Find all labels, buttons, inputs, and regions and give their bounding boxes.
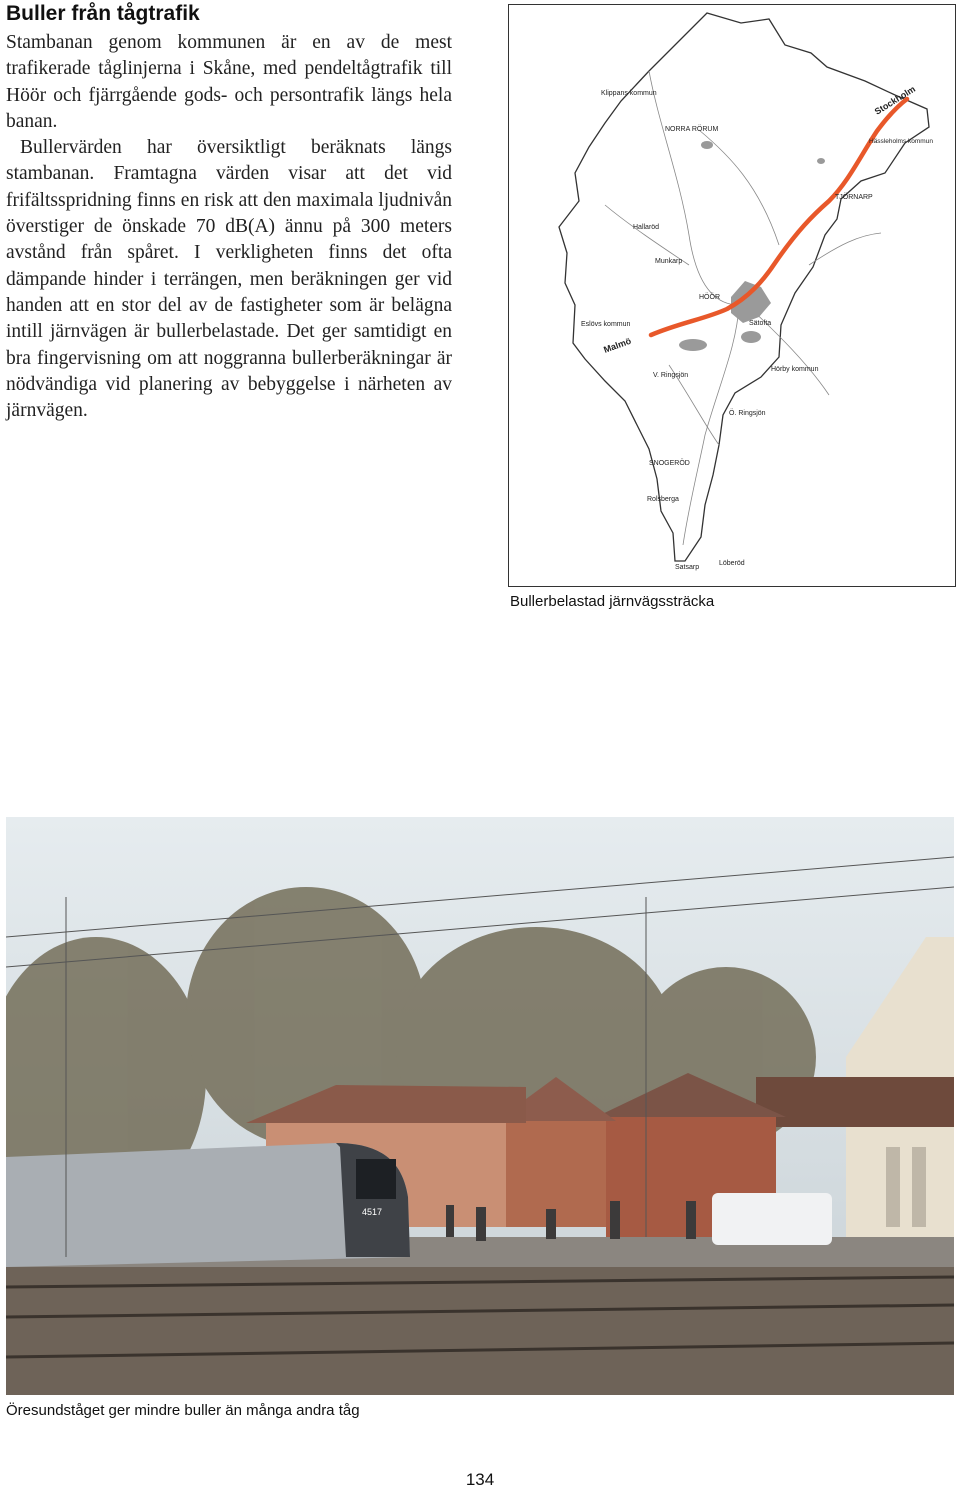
map-caption: Bullerbelastad järnvägssträcka [510, 593, 715, 610]
label-eslov: Eslövs kommun [581, 321, 631, 328]
label-satofta: Sätofta [749, 320, 772, 327]
label-snogerod: SNOGERÖD [649, 460, 690, 467]
paragraph-intro: Stambanan genom kommunen är en av de mest trafikerade tåglinjerna i Skåne, med pendeltågtrafik till Höör och fjärrgående gods- och persontrafik längs hela banan. [6, 32, 452, 132]
label-hoor: HÖÖR [699, 294, 720, 301]
noise-exposed-railway [651, 99, 907, 335]
label-hallarod: Hallaröd [633, 224, 660, 231]
label-malmo: Malmö [602, 335, 633, 355]
label-klippan: Klippans kommun [601, 90, 657, 97]
page-heading: Buller från tågtrafik [6, 2, 200, 25]
label-munkarp: Munkarp [655, 258, 683, 265]
label-tjornarp: TJÖRNARP [835, 194, 873, 201]
label-norra-rorum: NORRA RÖRUM [665, 126, 719, 133]
station-photo [6, 817, 954, 1395]
body-text [6, 30, 452, 424]
paragraph-noise-calculation: Bullervärden har översiktligt beräknats längs stambanan. Framtagna värden visar att det vid frifältsspridning finns en risk att den maximala ljudnivån överstiger de önskade 70 dB(A) ännu på 300 meters avstånd från spåret. I verkligheten finns det ofta dämpande hinder i terrängen, men beräkningen ger vid handen att en stor del av de fastigheter som är belägna intill järnvägen är bullerbelastade. Det ger samtidigt en bra fingervisning om att noggranna bullerberäkningar är nödvändiga vid planering av bebyggelse i närheten av järnvägen. [6, 137, 452, 422]
train-number: 4517 [362, 1207, 383, 1217]
van [712, 1193, 832, 1245]
label-hassleholm: Hässleholms kommun [869, 138, 933, 145]
page-number: 134 [465, 1470, 495, 1489]
map-graphic [509, 5, 957, 588]
label-loberod: Löberöd [719, 560, 745, 567]
label-horby: Hörby kommun [771, 366, 819, 373]
label-stockholm: Stockholm [872, 83, 918, 117]
railway-noise-map [508, 4, 956, 587]
label-satsarp: Satsarp [675, 564, 700, 571]
label-o-ringsjon: Ö. Ringsjön [729, 410, 766, 417]
photo-caption: Öresundståget ger mindre buller än många andra tåg [6, 1402, 360, 1419]
label-v-ringsjon: V. Ringsjön [653, 372, 689, 379]
photo-illustration [6, 817, 954, 1395]
train [6, 1143, 410, 1267]
label-rolsberga: Rolsberga [647, 496, 679, 503]
